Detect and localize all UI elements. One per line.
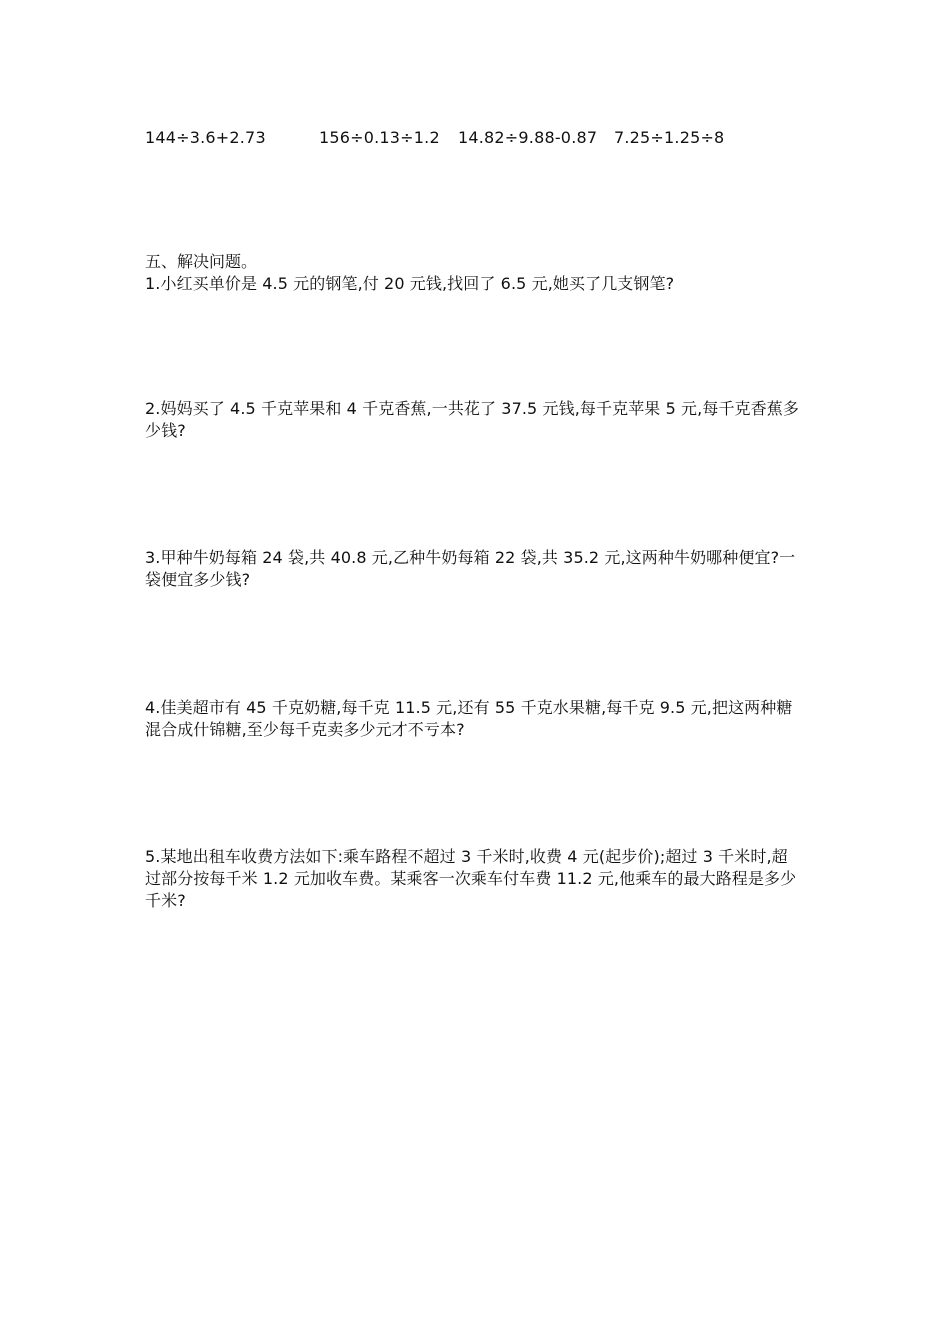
problem-1-line-1: 1.小红买单价是 4.5 元的钢笔,付 20 元钱,找回了 6.5 元,她买了几支钢笔? bbox=[145, 274, 675, 293]
problem-5-line-1: 5.某地出租车收费方法如下:乘车路程不超过 3 千米时,收费 4 元(起步价);超过 3 千米时,超 bbox=[145, 847, 788, 866]
problem-4 bbox=[145, 697, 810, 741]
problem-5 bbox=[145, 846, 810, 912]
calculation-row bbox=[145, 127, 845, 149]
problem-2-line-2: 少钱? bbox=[145, 421, 186, 440]
expression-4: 7.25÷1.25÷8 bbox=[614, 128, 725, 147]
expression-3: 14.82÷9.88-0.87 bbox=[458, 128, 598, 147]
problem-5-line-2: 过部分按每千米 1.2 元加收车费。某乘客一次乘车付车费 11.2 元,他乘车的最大路程是多少 bbox=[145, 869, 797, 888]
problem-2-line-1: 2.妈妈买了 4.5 千克苹果和 4 千克香蕉,一共花了 37.5 元钱,每千克苹果 5 元,每千克香蕉多 bbox=[145, 399, 799, 418]
problem-3-line-2: 袋便宜多少钱? bbox=[145, 570, 251, 589]
problem-3 bbox=[145, 547, 810, 591]
expression-2: 156÷0.13÷1.2 bbox=[319, 128, 440, 147]
problem-2 bbox=[145, 398, 810, 442]
problem-5-line-3: 千米? bbox=[145, 891, 186, 910]
problem-3-line-1: 3.甲种牛奶每箱 24 袋,共 40.8 元,乙种牛奶每箱 22 袋,共 35.2 元,这两种牛奶哪种便宜?一 bbox=[145, 548, 796, 567]
problem-4-line-2: 混合成什锦糖,至少每千克卖多少元才不亏本? bbox=[145, 720, 465, 739]
expression-1: 144÷3.6+2.73 bbox=[145, 128, 266, 147]
problem-1 bbox=[145, 273, 810, 295]
problem-4-line-1: 4.佳美超市有 45 千克奶糖,每千克 11.5 元,还有 55 千克水果糖,每千克 9.5 元,把这两种糖 bbox=[145, 698, 793, 717]
section-heading: 五、解决问题。 bbox=[145, 252, 258, 271]
